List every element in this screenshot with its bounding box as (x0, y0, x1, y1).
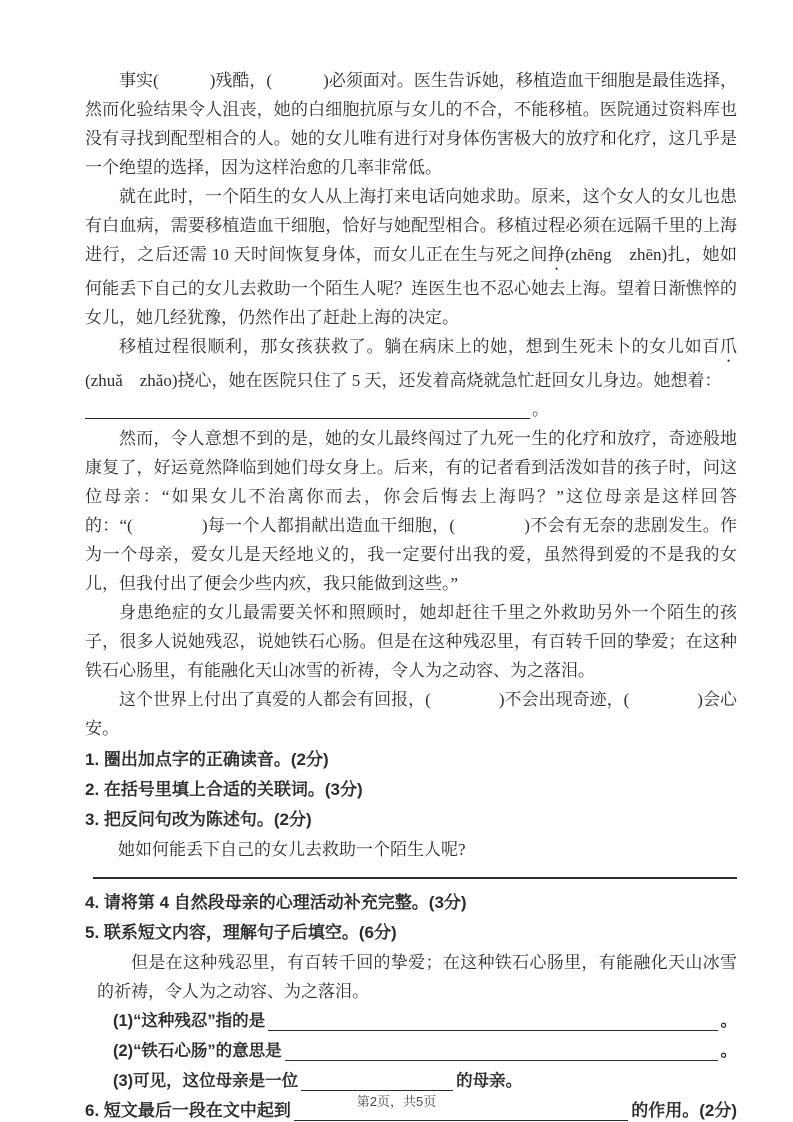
question-6-blank (294, 1120, 628, 1121)
question-1: 1. 圈出加点字的正确读音。(2分) (85, 750, 329, 769)
paragraph-5: 身患绝症的女儿最需要关怀和照顾时，她却赶往千里之外救助另外一个陌生的孩子，很多人说她残忍，说她铁石心肠。但是在这种残忍里，有百转千回的挚爱；在这种铁石心肠里，有能融化天山冰雪的祈祷，令人为之动容、为之落泪。 (85, 603, 737, 680)
question-5-sub-2 (113, 1036, 737, 1066)
question-6-suffix: 的作用。(2分) (631, 1101, 737, 1120)
question-4: 4. 请将第 4 自然段母亲的心理活动补充完整。(3分) (85, 893, 467, 912)
paragraph-2 (85, 182, 737, 332)
question-5: 5. 联系短文内容，理解句子后填空。(6分) (85, 923, 397, 942)
question-5-sub-3-suffix: 的母亲。 (456, 1072, 523, 1090)
paragraph-2-text-rest: (zhēng zhēn)扎，她如何能丢下自己的女儿去救助一个陌生人呢？连医生也不忍心她去上海。望着日渐憔悴的女儿，她几经犹豫，仍然作出了赶赴上海的决定。 (85, 245, 738, 327)
question-2: 2. 在括号里填上合适的关联词。(3分) (85, 780, 363, 799)
paragraph-3 (85, 332, 737, 395)
question-5-sub-2-label: (2)“铁石心肠”的意思是 (113, 1042, 282, 1060)
reading-passage (85, 66, 737, 743)
questions-section (85, 745, 737, 1122)
question-5-sub-2-suffix: 。 (720, 1042, 737, 1060)
paragraph-4: 然而，令人意想不到的是，她的女儿最终闯过了九死一生的化疗和放疗，奇迹般地康复了，好运竟然降临到她们母女身上。后来，有的记者看到活泼如昔的孩子时，问这位母亲：“如果女儿不治离你而去，你会后悔去上海吗？”这位母亲是这样回答的：“( )每一个人都捐献出造血干细胞，( )不会有无奈的悲剧发生。作为一个母亲，爱女儿是天经地义的，我一定要付出我的爱，虽然得到爱的不是我的女儿，但我付出了便会少些内疚，我只能做到这些。” (85, 429, 737, 593)
question-5-sub-1-suffix: 。 (720, 1012, 737, 1030)
page-number-footer: 第2页，共5页 (356, 1094, 437, 1109)
dotted-char-zheng: 挣 (547, 245, 566, 264)
paragraph-3-answer-period: 。 (532, 400, 549, 419)
paragraph-1: 事实( )残酷，( )必须面对。医生告诉她，移植造血干细胞是最佳选择，然而化验结果令人沮丧，她的白细胞抗原与女儿的不合，不能移植。医院通过资料库也没有寻找到配型相合的人。她的女儿唯有进行对身体伤害极大的放疗和化疗，这几乎是一个绝望的选择，因为这样治愈的几率非常低。 (85, 71, 737, 177)
question-6-label: 6. 短文最后一段在文中起到 (85, 1101, 291, 1120)
question-3-answer-blank (93, 877, 737, 879)
paragraph-3-text-rest: (zhuǎ zhǎo)挠心，她在医院只住了 5 天，还发着高烧就急忙赶回女儿身边。她想着： (85, 371, 722, 390)
question-5-sub-1-label: (1)“这种残忍”指的是 (113, 1012, 266, 1030)
paragraph-6: 这个世界上付出了真爱的人都会有回报，( )不会出现奇迹，( )会心安。 (85, 690, 737, 738)
paragraph-2-text: 就在此时，一个陌生的女人从上海打来电话向她求助。原来，这个女人的女儿也患有白血病，需要移植造血干细胞，恰好与她配型相合。移植过程必须在远隔千里的上海进行，之后还需 10 天时间恢复身体，而女儿正在生与死之间 (85, 187, 737, 264)
paragraph-3-text: 移植过程很顺利，那女孩获救了。躺在病床上的她，想到生死未卜的女儿如百 (119, 337, 720, 356)
question-5-sub-1-blank (268, 1030, 717, 1031)
paragraph-3-answer-row (85, 395, 737, 424)
question-5-sub-2-blank (285, 1060, 718, 1061)
paragraph-3-answer-blank (85, 418, 530, 419)
question-5-sub-3-label: (3)可见，这位母亲是一位 (113, 1072, 299, 1090)
dotted-char-zhua: 爪 (720, 337, 737, 356)
question-5-sub-1 (113, 1006, 737, 1036)
question-3-answer-row (85, 877, 737, 884)
question-5-quote: 但是在这种残忍里，有百转千回的挚爱；在这种铁石心肠里，有能融化天山冰雪的祈祷，令人为之动容、为之落泪。 (97, 953, 737, 1001)
question-3-sentence: 她如何能丢下自己的女儿去救助一个陌生人呢? (118, 840, 466, 859)
question-3: 3. 把反问句改为陈述句。(2分) (85, 810, 312, 829)
